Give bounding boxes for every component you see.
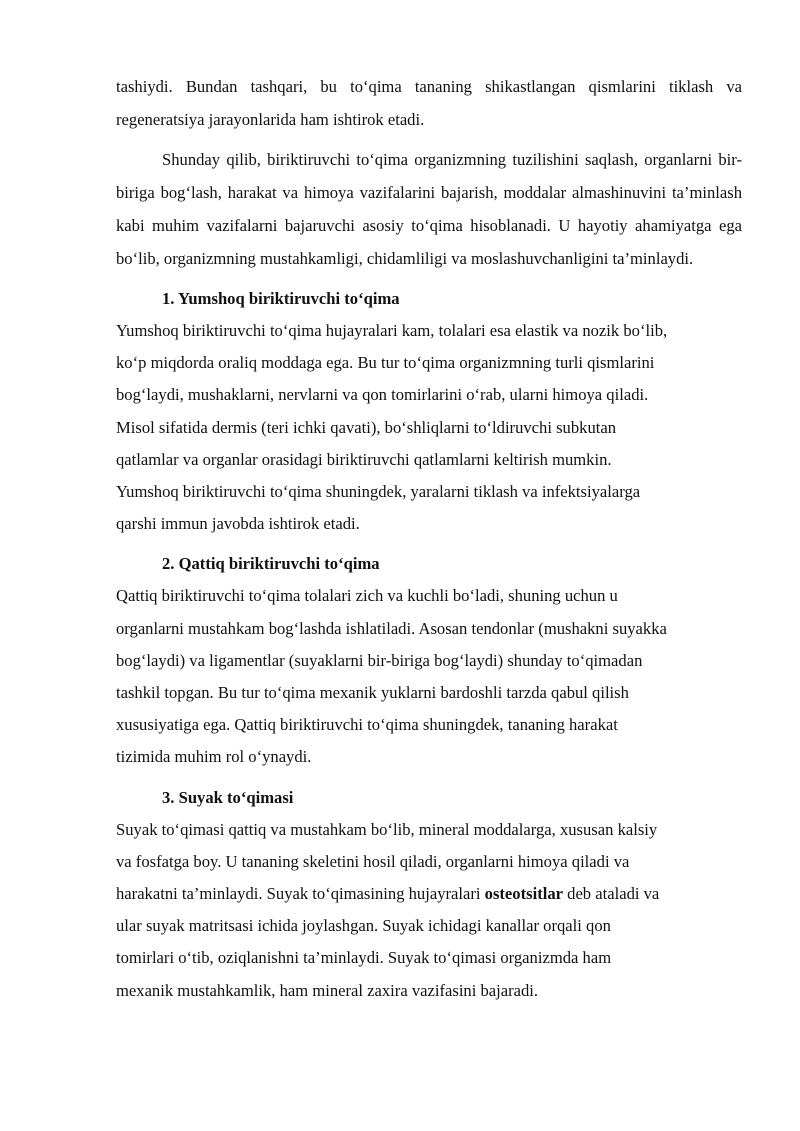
section-body-dense-connective [116,580,742,773]
section-body-soft-connective [116,315,742,540]
text-line: ko‘p miqdorda oraliq moddaga ega. Bu tur to‘qima organizmning turli qismlarini [116,353,655,373]
intro-paragraph: tashiydi. Bundan tashqari, bu to‘qima tananing shikastlangan qismlarini tiklash va regeneratsiya jarayonlarida ham ishtirok etadi. [116,77,742,129]
text-line: mexanik mustahkamlik, ham mineral zaxira vazifasini bajaradi. [116,980,539,1000]
text-line: Suyak to‘qimasi qattiq va mustahkam bo‘lib, mineral moddalarga, xususan kalsiy [116,819,658,839]
text-line: organlarni mustahkam bog‘lashda ishlatiladi. Asosan tendonlar (mushakni suyakka [116,618,667,638]
section-body-bone-tissue [116,814,742,1007]
text-line: Qattiq biriktiruvchi to‘qima tolalari zich va kuchli bo‘ladi, shuning uchun u [116,586,618,606]
document-page [116,70,742,1007]
text-line: Misol sifatida dermis (teri ichki qavati), bo‘shliqlarni to‘ldiruvchi subkutan [116,417,617,437]
text-line: bog‘laydi, mushaklarni, nervlarni va qon tomirlarini o‘rab, ularni himoya qiladi. [116,385,649,405]
text-run: harakatni ta’minlaydi. Suyak to‘qimasining hujayralari [116,884,485,904]
text-line: Yumshoq biriktiruvchi to‘qima shuningdek, yaralarni tiklash va infektsiyalarga [116,482,641,502]
text-line: xususiyatiga ega. Qattiq biriktiruvchi to‘qima shuningdek, tananing harakat [116,715,618,735]
text-line: tashkil topgan. Bu tur to‘qima mexanik yuklarni bardoshli tarzda qabul qilish [116,683,629,703]
text-line: ular suyak matritsasi ichida joylashgan. Suyak ichidagi kanallar orqali qon [116,916,611,936]
text-line: qarshi immun javobda ishtirok etadi. [116,514,360,534]
section-heading-dense-connective: 2. Qattiq biriktiruvchi to‘qima [162,554,380,574]
term-osteocytes: osteotsitlar [484,884,563,904]
text-line: va fosfatga boy. U tananing skeletini hosil qiladi, organlarni himoya qiladi va [116,851,630,871]
text-line [116,878,742,910]
text-line: Yumshoq biriktiruvchi to‘qima hujayralari kam, tolalari esa elastik va nozik bo‘lib, [116,321,668,340]
text-run: deb ataladi va [563,884,660,904]
text-line: tizimida muhim rol o‘ynaydi. [116,747,312,767]
summary-paragraph: Shunday qilib, biriktiruvchi to‘qima organizmning tuzilishini saqlash, organlarni bir-biriga bog‘lash, harakat va himoya vazifalarini bajarish, moddalar almashinuvini ta’minlash kabi muhim vazifalarni bajaruvchi asosiy to‘qima hisoblanadi. U hayotiy ahamiyatga ega bo‘lib, organizmning mustahkamligi, chidamliligi va moslashuvchanligini ta’minlaydi. [116,150,742,268]
section-heading-soft-connective: 1. Yumshoq biriktiruvchi to‘qima [162,289,400,308]
text-line: bog‘laydi) va ligamentlar (suyaklarni bir-biriga bog‘laydi) shunday to‘qimadan [116,650,643,670]
section-heading-bone-tissue: 3. Suyak to‘qimasi [162,787,294,807]
text-line: qatlamlar va organlar orasidagi biriktiruvchi qatlamlarni keltirish mumkin. [116,449,612,469]
text-line: tomirlari o‘tib, oziqlanishni ta’minlaydi. Suyak to‘qimasi organizmda ham [116,948,612,968]
